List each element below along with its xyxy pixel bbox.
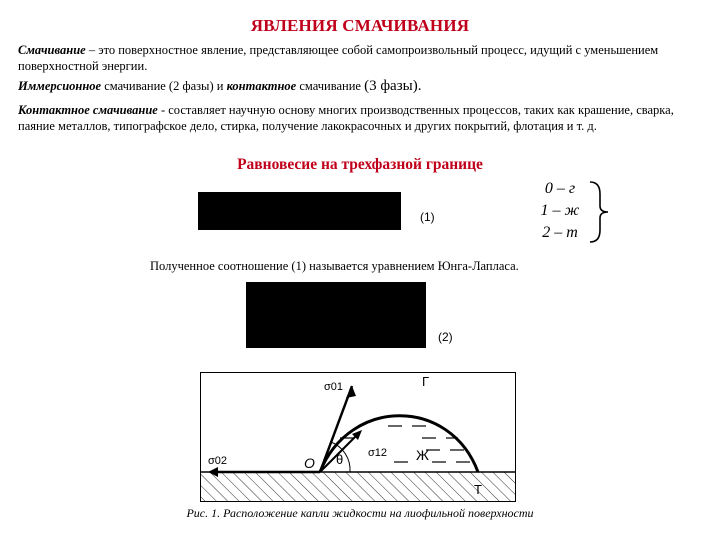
phase-solid: 2 – т — [542, 224, 578, 241]
label-theta: θ — [336, 452, 344, 467]
wetting-definition-text: – это поверхностное явление, представляющее собой самопроизвольный процесс, идущий с уменьшением поверхностной энергии. — [18, 43, 659, 73]
label-liquid: Ж — [416, 447, 429, 463]
three-phases-note: (3 фазы). — [364, 78, 422, 94]
term-contact: контактное — [226, 79, 297, 93]
term-contact-wetting: Контактное смачивание — [18, 103, 158, 117]
equation-2-image — [246, 282, 426, 348]
figure-caption: Рис. 1. Расположение капли жидкости на лиофильной поверхности — [186, 506, 534, 520]
label-sigma12: σ12 — [368, 447, 388, 459]
phase-gas: 0 – г — [544, 180, 576, 197]
equation-1-image — [198, 192, 401, 230]
label-sigma02: σ02 — [208, 455, 228, 467]
label-solid: Т — [474, 482, 482, 497]
wetting-types-text-2: смачивание — [296, 79, 365, 93]
solid-surface — [201, 472, 515, 501]
paragraph-wetting-definition — [18, 42, 698, 74]
paragraph-wetting-types — [18, 78, 698, 94]
equation-2-number: (2) — [438, 330, 453, 344]
contact-wetting-text: - составляет научную основу многих производственных процессов, таких как крашение, сварка, паяние металлов, типографское дело, стирка, получение лакокрасочных и других покрытий, флотация и т. д. — [18, 103, 674, 133]
phase-brace — [588, 180, 612, 244]
section-subtitle: Равновесие на трехфазной границе — [237, 156, 483, 173]
page-title: ЯВЛЕНИЯ СМАЧИВАНИЯ — [250, 16, 470, 35]
phase-liquid: 1 – ж — [540, 202, 580, 219]
term-wetting: Смачивание — [18, 43, 86, 57]
equation-1-number: (1) — [420, 210, 435, 224]
label-sigma01: σ01 — [324, 381, 344, 393]
label-gas: Г — [422, 374, 430, 389]
label-origin: O — [304, 455, 315, 471]
term-immersion: Иммерсионное — [18, 79, 102, 93]
paragraph-contact-wetting — [18, 102, 698, 134]
wetting-types-text-1: смачивание (2 фазы) и — [101, 79, 227, 93]
droplet-figure — [200, 372, 516, 502]
young-laplace-sentence: Полученное соотношение (1) называется уравнением Юнга-Лапласа. — [150, 259, 519, 273]
